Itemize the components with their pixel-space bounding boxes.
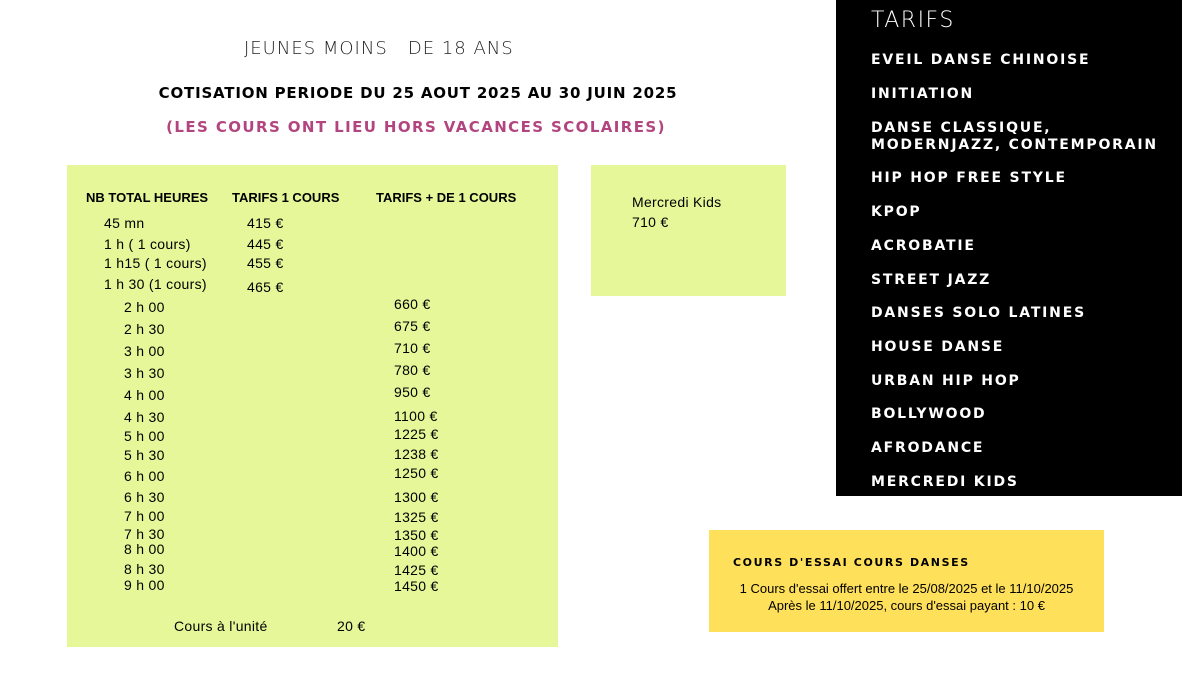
header-multi-course: TARIFS + DE 1 COURS bbox=[376, 190, 517, 205]
table-row-price: 445 € bbox=[247, 236, 284, 252]
dance-item: DANSES SOLO LATINES bbox=[871, 305, 1086, 321]
cotisation-title: COTISATION PERIODE DU 25 AOUT 2025 AU 30 JUIN 2025 bbox=[158, 84, 678, 102]
table-row-hours: 4 h 30 bbox=[124, 409, 165, 425]
unit-course-label: Cours à l'unité bbox=[174, 618, 268, 634]
table-row-hours: 5 h 00 bbox=[124, 428, 165, 444]
header-one-course: TARIFS 1 COURS bbox=[232, 190, 340, 205]
table-row-hours: 7 h 30 bbox=[124, 526, 165, 542]
table-row-hours: 8 h 30 bbox=[124, 561, 165, 577]
dance-item: STREET JAZZ bbox=[871, 272, 992, 288]
dance-item: INITIATION bbox=[871, 86, 975, 102]
trial-course-line-1: 1 Cours d'essai offert entre le 25/08/2025 et le 11/10/2025 bbox=[739, 581, 1074, 596]
table-row-hours: 1 h ( 1 cours) bbox=[104, 236, 191, 252]
kids-panel bbox=[591, 165, 786, 296]
vacances-note: (LES COURS ONT LIEU HORS VACANCES SCOLAIRES) bbox=[166, 118, 666, 136]
dance-item: KPOP bbox=[871, 204, 922, 220]
table-row-hours: 5 h 30 bbox=[124, 447, 165, 463]
table-row-price: 780 € bbox=[394, 362, 431, 378]
tarifs-title: TARIFS bbox=[871, 8, 955, 33]
table-row-hours: 3 h 00 bbox=[124, 343, 165, 359]
unit-course-price: 20 € bbox=[337, 618, 366, 634]
table-row-price: 1300 € bbox=[394, 489, 439, 505]
dance-item: EVEIL DANSE CHINOISE bbox=[871, 52, 1091, 68]
table-row-price: 1425 € bbox=[394, 562, 439, 578]
subtitle: JEUNES MOINS DE 18 ANS bbox=[244, 38, 514, 59]
table-row-price: 950 € bbox=[394, 384, 431, 400]
table-row-price: 1450 € bbox=[394, 578, 439, 594]
kids-label: Mercredi Kids bbox=[632, 194, 722, 210]
table-row-price: 1400 € bbox=[394, 543, 439, 559]
dance-item: HIP HOP FREE STYLE bbox=[871, 170, 1067, 186]
dance-item: ACROBATIE bbox=[871, 238, 976, 254]
table-row-hours: 45 mn bbox=[104, 215, 145, 231]
table-row-price: 1325 € bbox=[394, 509, 439, 525]
table-row-price: 1350 € bbox=[394, 527, 439, 543]
table-row-hours: 3 h 30 bbox=[124, 365, 165, 381]
table-row-price: 1100 € bbox=[394, 408, 438, 424]
table-row-price: 710 € bbox=[394, 340, 431, 356]
dance-item: DANSE CLASSIQUE, bbox=[871, 120, 1052, 136]
kids-price: 710 € bbox=[632, 214, 669, 230]
dance-item: BOLLYWOOD bbox=[871, 406, 987, 422]
table-row-price: 455 € bbox=[247, 255, 284, 271]
table-row-price: 1250 € bbox=[394, 465, 439, 481]
table-row-hours: 2 h 00 bbox=[124, 299, 165, 315]
table-row-price: 660 € bbox=[394, 296, 431, 312]
table-row-hours: 9 h 00 bbox=[124, 577, 165, 593]
table-row-hours: 4 h 00 bbox=[124, 387, 165, 403]
table-row-price: 1238 € bbox=[394, 446, 439, 462]
dance-item: MERCREDI KIDS bbox=[871, 474, 1019, 490]
table-row-hours: 6 h 00 bbox=[124, 468, 165, 484]
dance-item: AFRODANCE bbox=[871, 440, 985, 456]
table-row-hours: 1 h 30 (1 cours) bbox=[104, 276, 207, 292]
table-row-hours: 6 h 30 bbox=[124, 489, 165, 505]
dance-item: HOUSE DANSE bbox=[871, 339, 1005, 355]
dance-item: URBAN HIP HOP bbox=[871, 373, 1021, 389]
dance-item: MODERNJAZZ, CONTEMPORAIN bbox=[871, 137, 1158, 153]
table-row-price: 1225 € bbox=[394, 426, 439, 442]
table-row-price: 465 € bbox=[247, 279, 284, 295]
table-row-price: 675 € bbox=[394, 318, 431, 334]
trial-course-title: COURS D'ESSAI COURS DANSES bbox=[733, 556, 970, 569]
header-total-hours: NB TOTAL HEURES bbox=[86, 190, 209, 205]
trial-course-line-2: Après le 11/10/2025, cours d'essai payant : 10 € bbox=[768, 598, 1045, 613]
table-row-hours: 1 h15 ( 1 cours) bbox=[104, 255, 207, 271]
table-row-hours: 2 h 30 bbox=[124, 321, 165, 337]
table-row-price: 415 € bbox=[247, 215, 284, 231]
table-row-hours: 7 h 00 bbox=[124, 508, 165, 524]
table-row-hours: 8 h 00 bbox=[124, 541, 165, 557]
